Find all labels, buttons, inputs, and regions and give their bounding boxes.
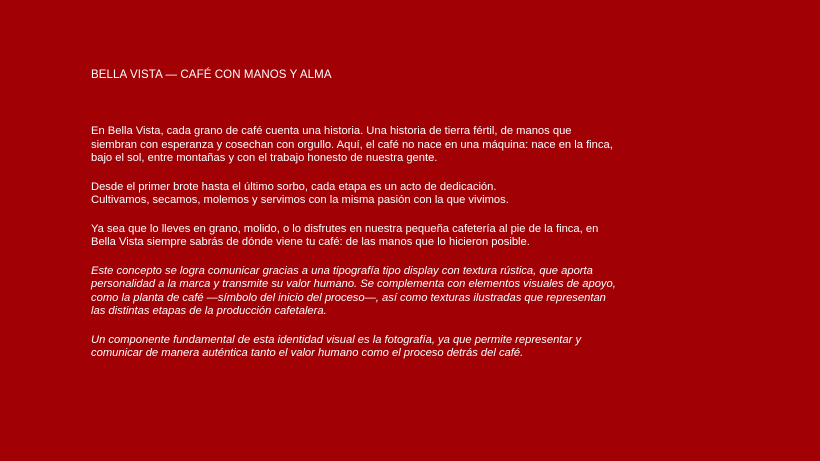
document-title: BELLA VISTA — CAFÉ CON MANOS Y ALMA [91,69,332,81]
paragraph-origin: Ya sea que lo lleves en grano, molido, o lo disfrutes en nuestra pequeña cafetería al pie de la finca, en Bella Vista siempre sabrás de dónde viene tu café: de las manos que lo hicieron posible. [91,222,599,248]
paragraph-concept: Este concepto se logra comunicar gracias a una tipografía tipo display con textura rústica, que aporta personalidad a la marca y transmite su valor humano. Se complementa con elementos visuales de apoyo, como la planta de café —símbolo del inicio del proceso—, así como texturas ilustradas que representan las distintas etapas de la producción cafetalera. [91,264,616,317]
paragraph-process: Desde el primer brote hasta el último sorbo, cada etapa es un acto de dedicación. Cultivamos, secamos, molemos y servimos con la misma pasión con la que vivimos. [91,180,509,206]
document-page [91,68,731,376]
paragraph-photography: Un componente fundamental de esta identidad visual es la fotografía, ya que permite representar y comunicar de manera auténtica tanto el valor humano como el proceso detrás del café. [91,333,582,359]
paragraph-intro: En Bella Vista, cada grano de café cuenta una historia. Una historia de tierra fértil, de manos que siembran con esperanza y cosechan con orgullo. Aquí, el café no nace en una máquina: nace en la finca, bajo el sol, entre montañas y con el trabajo honesto de nuestra gente. [91,125,613,164]
document-body [91,125,731,361]
